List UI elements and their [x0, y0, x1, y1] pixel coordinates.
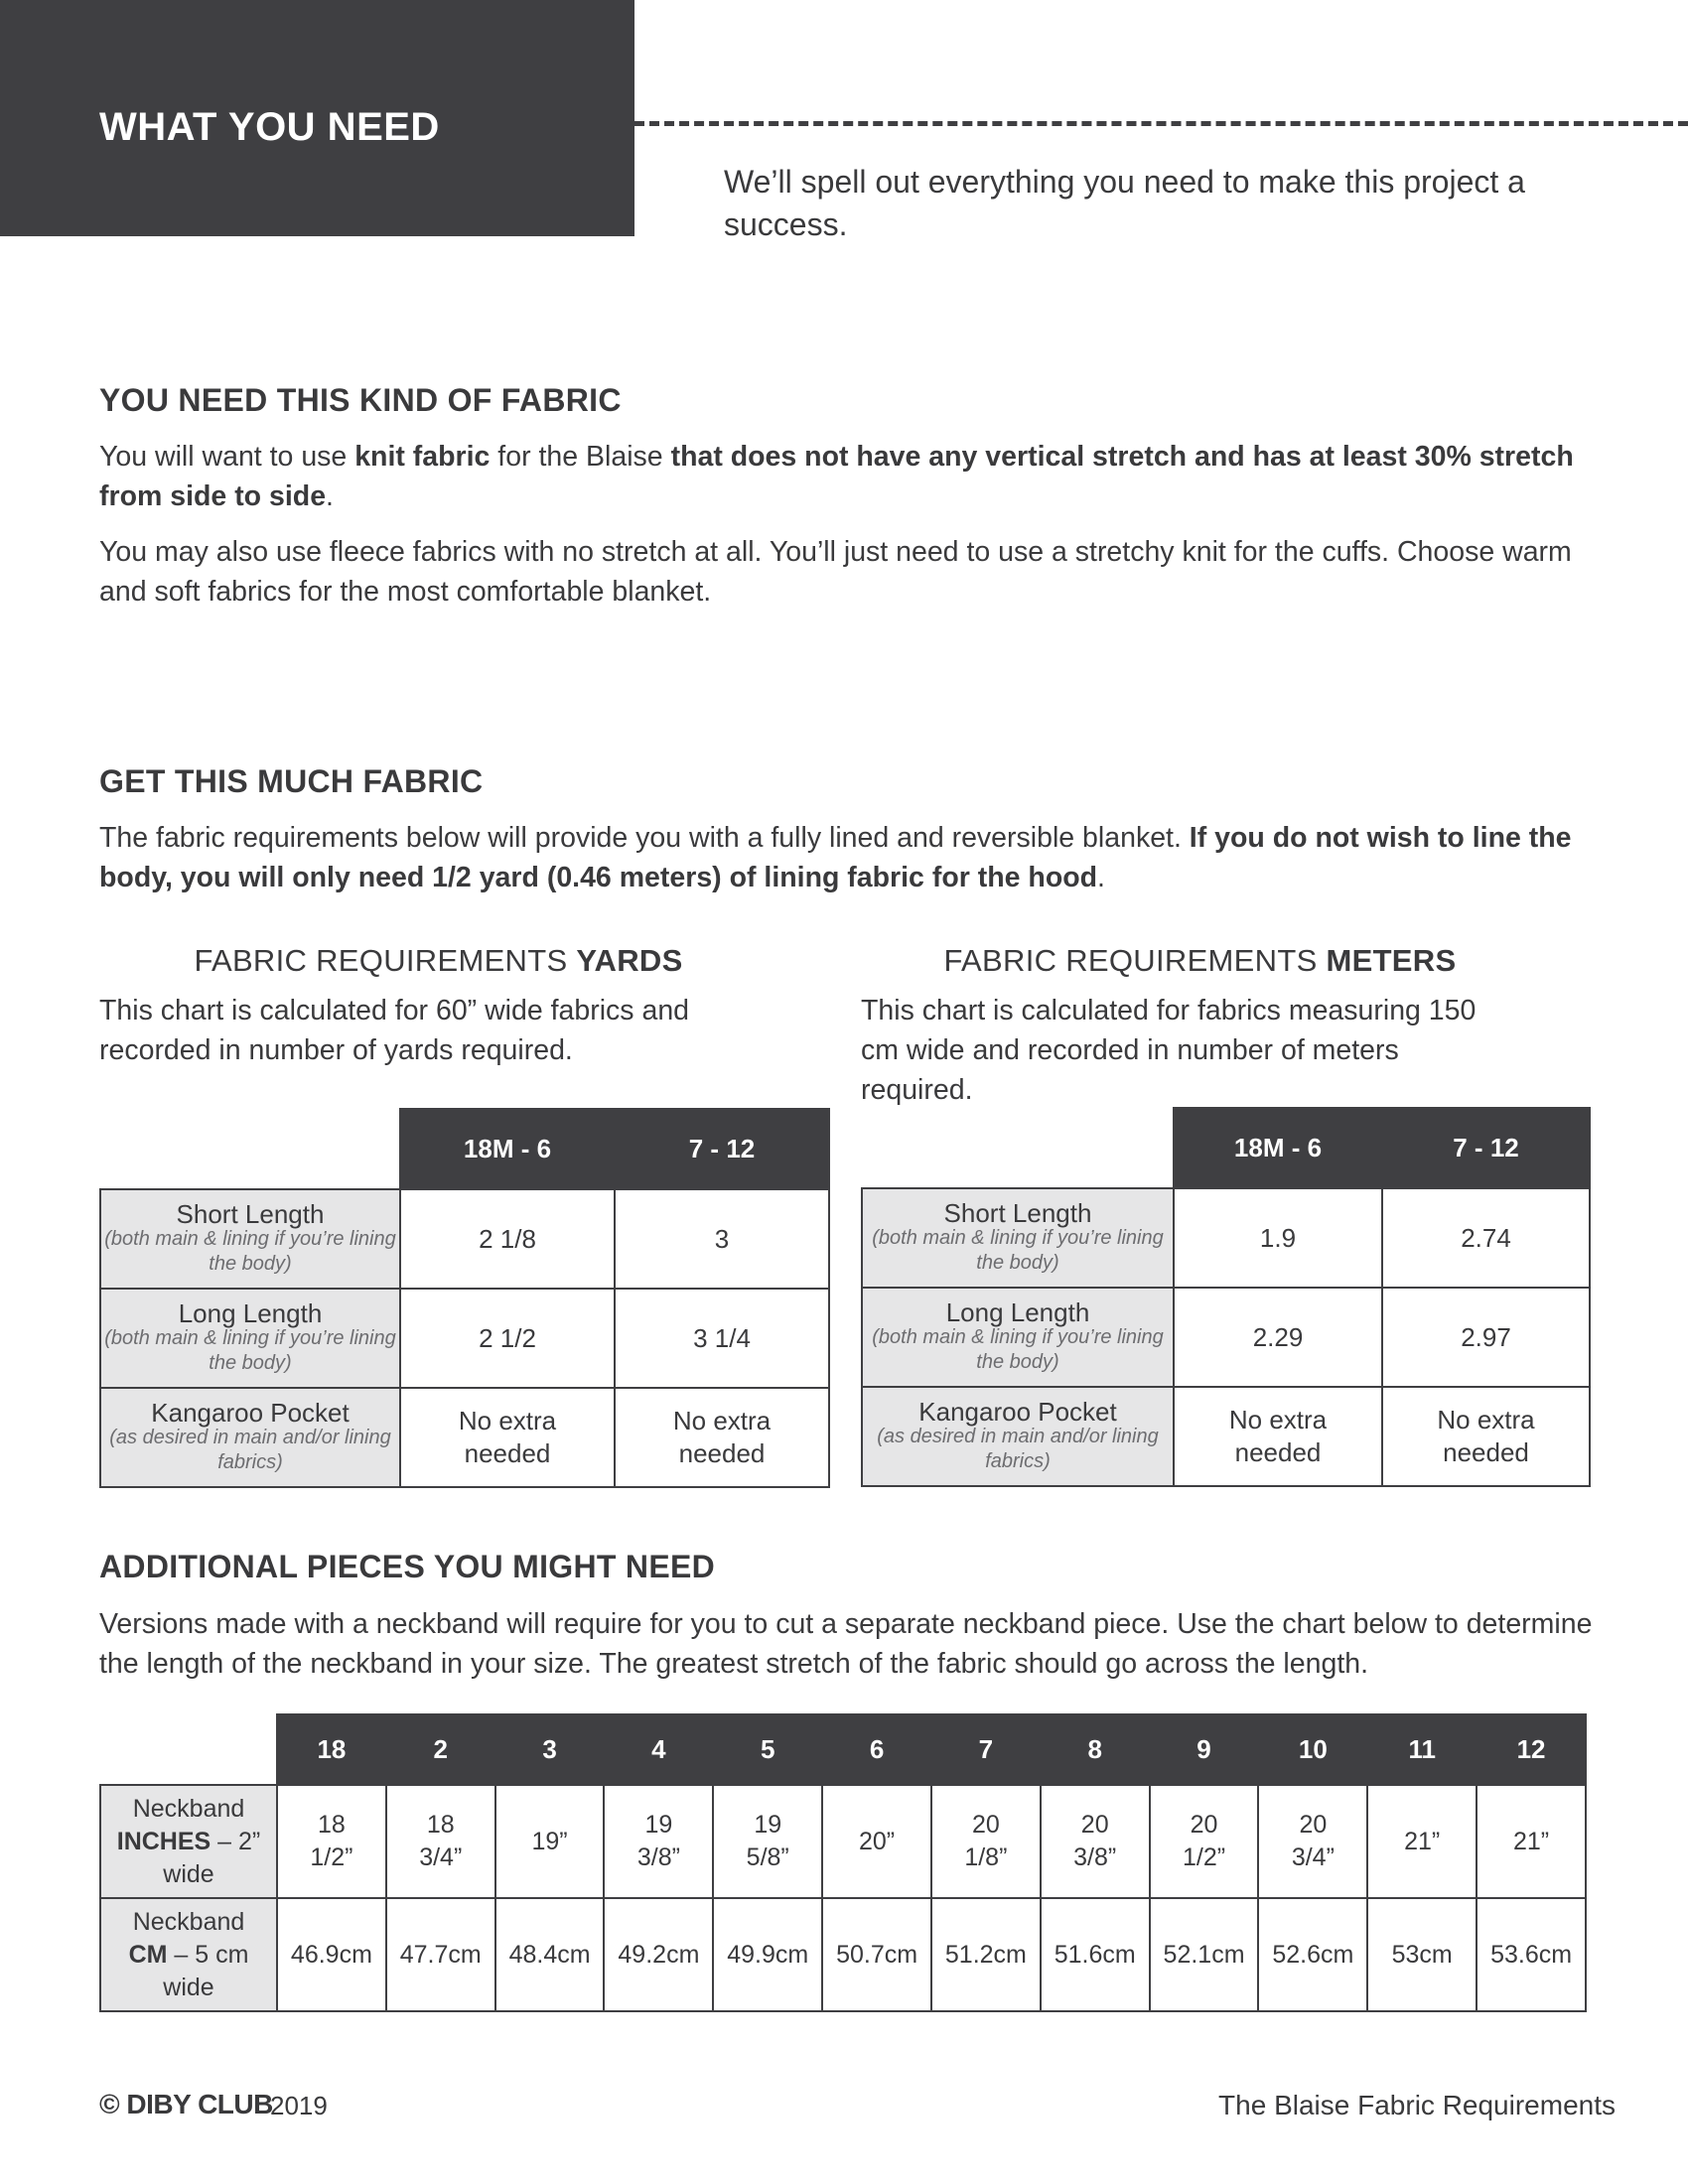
neckband-table-corner — [100, 1714, 277, 1785]
table-cell: 2.29 — [1174, 1288, 1382, 1387]
size-header: 11 — [1367, 1714, 1477, 1785]
yards-table — [99, 1108, 830, 1488]
table-cell: 19” — [495, 1785, 605, 1898]
fabric-amount-paragraph: The fabric requirements below will provide you with a fully lined and reversible blanket. If you do not wish to line the body, you will only need 1/2 yard (0.46 meters) of lining fabric for the hood. — [99, 822, 1572, 893]
table-cell: 19 5/8” — [713, 1785, 822, 1898]
table-row — [100, 1189, 829, 1289]
table-cell: 3 1/4 — [615, 1289, 829, 1388]
table-cell: 50.7cm — [822, 1898, 931, 2011]
table-cell: 20 3/8” — [1041, 1785, 1150, 1898]
meters-table-corner — [862, 1108, 1174, 1188]
row-label-inches: Neckband INCHES – 2” wide — [100, 1785, 277, 1898]
table-row — [862, 1188, 1590, 1288]
table-cell: 20 1/8” — [931, 1785, 1041, 1898]
table-row — [100, 1898, 1586, 2011]
fabric-kind-paragraph-1: You will want to use knit fabric for the Blaise that does not have any vertical stretch and has at least 30% stretch from side to side. — [99, 441, 1574, 512]
table-cell: No extra needed — [1382, 1387, 1590, 1486]
table-cell: 20” — [822, 1785, 931, 1898]
header-block — [0, 0, 634, 236]
dashed-divider — [634, 121, 1688, 126]
yards-table-corner — [100, 1109, 400, 1189]
row-label: Long Length (both main & lining if you’re lining the body) — [862, 1288, 1174, 1387]
yards-table-header-row — [100, 1109, 829, 1189]
table-cell: 51.6cm — [1041, 1898, 1150, 2011]
table-cell: 21” — [1477, 1785, 1586, 1898]
table-cell: No extra needed — [400, 1388, 615, 1487]
yards-chart-title: FABRIC REQUIREMENTS YARDS — [194, 943, 683, 978]
footer-document-title: The Blaise Fabric Requirements — [1218, 2090, 1616, 2120]
size-header: 6 — [822, 1714, 931, 1785]
page-title: WHAT YOU NEED — [99, 105, 440, 149]
row-label-cm: Neckband CM – 5 cm wide — [100, 1898, 277, 2011]
table-cell: 1.9 — [1174, 1188, 1382, 1288]
meters-col-header: 18M - 6 — [1174, 1108, 1382, 1188]
yards-col-header: 18M - 6 — [400, 1109, 615, 1189]
table-cell: 19 3/8” — [604, 1785, 713, 1898]
table-cell: 49.2cm — [604, 1898, 713, 2011]
table-cell: 49.9cm — [713, 1898, 822, 2011]
table-cell: 2.74 — [1382, 1188, 1590, 1288]
meters-chart-description: This chart is calculated for fabrics measuring 150 cm wide and recorded in number of meters required. — [861, 995, 1477, 1106]
size-header: 9 — [1150, 1714, 1259, 1785]
meters-table-header-row — [862, 1108, 1590, 1188]
size-header: 7 — [931, 1714, 1041, 1785]
table-cell: 47.7cm — [386, 1898, 495, 2011]
footer-year: 2019 — [270, 2091, 328, 2120]
table-cell: 20 3/4” — [1258, 1785, 1367, 1898]
table-row — [862, 1288, 1590, 1387]
additional-heading: ADDITIONAL PIECES YOU MIGHT NEED — [99, 1549, 716, 1584]
yards-col-header: 7 - 12 — [615, 1109, 829, 1189]
size-header: 12 — [1477, 1714, 1586, 1785]
neckband-table — [99, 1713, 1587, 2012]
table-cell: 2.97 — [1382, 1288, 1590, 1387]
table-row — [100, 1388, 829, 1487]
row-label: Long Length (both main & lining if you’re lining the body) — [100, 1289, 400, 1388]
table-cell: 48.4cm — [495, 1898, 605, 2011]
row-label: Short Length (both main & lining if you’re lining the body) — [862, 1188, 1174, 1288]
table-cell: 3 — [615, 1189, 829, 1289]
table-row — [862, 1387, 1590, 1486]
table-cell: 53cm — [1367, 1898, 1477, 2011]
neckband-header-row — [100, 1714, 1586, 1785]
yards-chart-description: This chart is calculated for 60” wide fabrics and recorded in number of yards required. — [99, 995, 690, 1066]
size-header: 2 — [386, 1714, 495, 1785]
intro-text: We’ll spell out everything you need to make this project a success. — [724, 164, 1525, 242]
size-header: 3 — [495, 1714, 605, 1785]
size-header: 5 — [713, 1714, 822, 1785]
row-label: Kangaroo Pocket (as desired in main and/or lining fabrics) — [862, 1387, 1174, 1486]
row-label: Kangaroo Pocket (as desired in main and/or lining fabrics) — [100, 1388, 400, 1487]
table-cell: 52.6cm — [1258, 1898, 1367, 2011]
table-cell: No extra needed — [1174, 1387, 1382, 1486]
additional-paragraph: Versions made with a neckband will require for you to cut a separate neckband piece. Use the chart below to determine the length of the neckband in your size. The greatest stretch of the fabric should go across the length. — [99, 1608, 1593, 1680]
fabric-kind-paragraph-2: You may also use fleece fabrics with no stretch at all. You’ll just need to use a stretchy knit for the cuffs. Choose warm and soft fabrics for the most comfortable blanket. — [99, 536, 1572, 608]
fabric-amount-heading: GET THIS MUCH FABRIC — [99, 763, 484, 799]
table-cell: 51.2cm — [931, 1898, 1041, 2011]
table-cell: 52.1cm — [1150, 1898, 1259, 2011]
size-header: 8 — [1041, 1714, 1150, 1785]
table-row — [100, 1289, 829, 1388]
table-cell: 2 1/8 — [400, 1189, 615, 1289]
table-cell: No extra needed — [615, 1388, 829, 1487]
table-row — [100, 1785, 1586, 1898]
size-header: 18 — [277, 1714, 386, 1785]
table-cell: 2 1/2 — [400, 1289, 615, 1388]
fabric-kind-heading: YOU NEED THIS KIND OF FABRIC — [99, 382, 622, 418]
size-header: 10 — [1258, 1714, 1367, 1785]
size-header: 4 — [604, 1714, 713, 1785]
table-cell: 18 1/2” — [277, 1785, 386, 1898]
meters-table — [861, 1107, 1591, 1487]
table-cell: 18 3/4” — [386, 1785, 495, 1898]
table-cell: 46.9cm — [277, 1898, 386, 2011]
table-cell: 53.6cm — [1477, 1898, 1586, 2011]
table-cell: 20 1/2” — [1150, 1785, 1259, 1898]
row-label: Short Length (both main & lining if you’re lining the body) — [100, 1189, 400, 1289]
footer-logo: © DIBY CLUB — [99, 2089, 273, 2119]
table-cell: 21” — [1367, 1785, 1477, 1898]
meters-chart-title: FABRIC REQUIREMENTS METERS — [943, 943, 1457, 978]
meters-col-header: 7 - 12 — [1382, 1108, 1590, 1188]
